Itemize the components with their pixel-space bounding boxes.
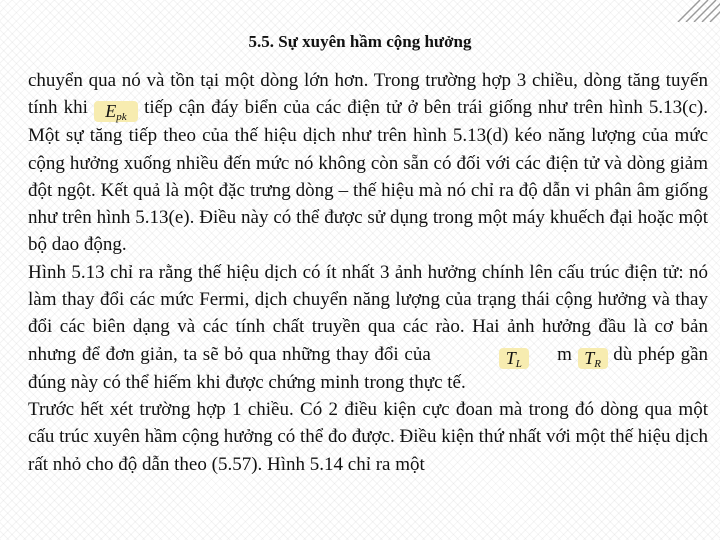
paragraph-2-text-a: Hình 5.13 chỉ ra rằng thế hiệu dịch có ít nhất 3 ảnh hưởng chính lên cấu trúc điện tử: nó làm thay đổi các mức Fermi, dịch chuyển năng lượng của trạng thái cộng hưởng và thay đổi các biên dạng và các tính chất truyền qua các rào. Hai ảnh hưởng đầu là cơ bản nhưng để đơn giản, ta sẽ bỏ qua những thay đổi của — [28, 261, 708, 365]
paragraph-2-connector: m — [557, 343, 572, 365]
formula-tr: $T_R$ — [578, 348, 608, 369]
paragraph-2 — [28, 259, 708, 396]
paragraph-1-text-b: tiếp cận đáy biển của các điện tử ở bên trái giống như trên hình 5.13(c). Một sự tăng tiếp theo của thế hiệu dịch như trên hình 5.13(d) kéo năng lượng của mức cộng hưởng xuống nhiều đến mức nó không còn sẵn có đối với các điện tử và dòng giảm đột ngột. Kết quả là một đặc trưng dòng – thế hiệu mà nó chỉ ra độ dẫn vi phân âm giống như trên hình 5.13(e). Điều này có thể được sử dụng trong một máy khuếch đại hoặc một bộ dao động. — [28, 97, 708, 256]
slide-body — [28, 67, 708, 478]
paragraph-2-text-b: dù phép gần đúng này có thể hiếm khi được chứng minh trong thực tế. — [28, 343, 709, 393]
paragraph-1 — [28, 67, 708, 259]
formula-tl: $T_L$ — [499, 348, 529, 369]
slide-title: 5.5. Sự xuyên hầm cộng hưởng — [248, 32, 472, 51]
corner-hatch-decoration — [672, 0, 720, 22]
paragraph-3: Trước hết xét trường hợp 1 chiều. Có 2 điều kiện cực đoan mà trong đó dòng qua một cấu trúc xuyên hầm cộng hưởng có thể đo được. Điều kiện thứ nhất với một thế hiệu dịch rất nhỏ cho độ dẫn theo (5.57). Hình 5.14 chỉ ra một — [28, 398, 708, 475]
paragraph-1-text-a: chuyển qua nó và tồn tại một dòng lớn hơn. Trong trường hợp 3 chiều, dòng tăng tuyến tính khi — [28, 70, 708, 119]
formula-epk: $E_{pk}$ — [94, 101, 138, 122]
